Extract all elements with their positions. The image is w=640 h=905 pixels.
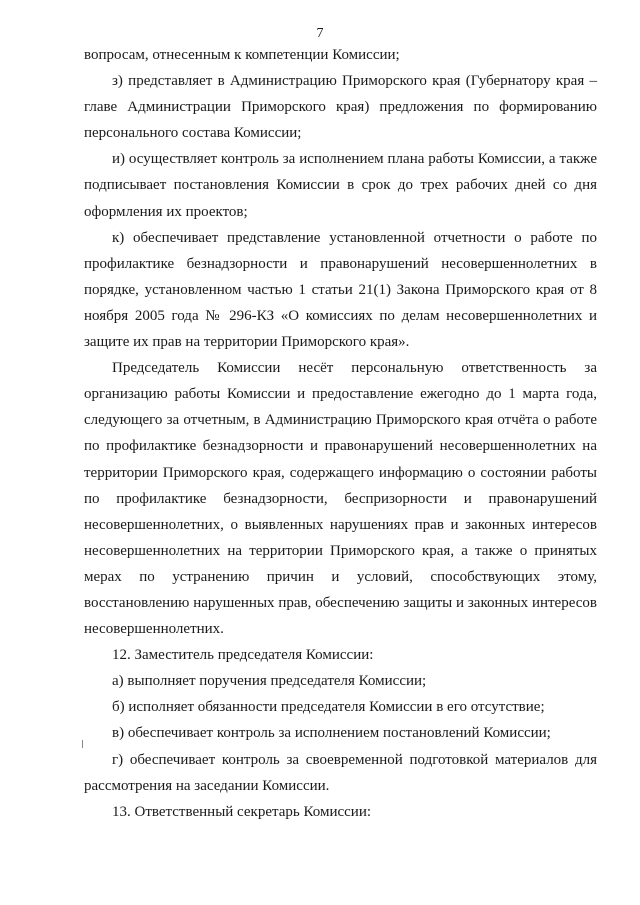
scan-margin-mark [82,740,83,748]
paragraph-item-v: в) обеспечивает контроль за исполнением постановлений Комиссии; [112,725,551,742]
section-heading-12: 12. Заместитель председателя Комиссии: [112,647,374,664]
page-number: 7 [316,26,324,41]
paragraph-item-g: г) обеспечивает контроль за своевременной подготовкой материалов для рассмотрения на заседании Комиссии. [84,751,597,794]
paragraph-chairman-responsibility: Председатель Комиссии несёт персональную ответственность за организацию работы Комиссии и предоставление ежегодно до 1 марта года, следующего за отчетным, в Администрацию Приморского края отчёта о работе по профилактике безнадзорности и правонарушений несовершеннолетних на территории Приморского края, содержащего информацию о состоянии работы по профилактике безнадзорности, беспризорности и правонарушений несовершеннолетних, о выявленных нарушениях прав и законных интересов несовершеннолетних на территории Приморского края, а также о принятых мерах по устранению причин и условий, способствующих этому, восстановлению нарушенных прав, обеспечению защиты и законных интересов несовершеннолетних. [84,360,597,638]
paragraph-item-z: з) представляет в Администрацию Приморского края (Губернатору края – главе Администрации Приморского края) предложения по формированию персонального состава Комиссии; [84,73,597,142]
paragraph-item-k: к) обеспечивает представление установленной отчетности о работе по профилактике безнадзорности и правонарушений несовершеннолетних в порядке, установленном частью 1 статьи 21(1) Закона Приморского края от 8 ноября 2005 года № 296-КЗ «О комиссиях по делам несовершеннолетних и защите их прав на территории Приморского края». [84,229,597,351]
document-body [84,42,597,825]
paragraph-continuation: вопросам, отнесенным к компетенции Комиссии; [84,47,400,63]
paragraph-item-a: а) выполняет поручения председателя Комиссии; [112,673,427,690]
paragraph-item-b: б) исполняет обязанности председателя Комиссии в его отсутствие; [112,699,545,716]
paragraph-item-i: и) осуществляет контроль за исполнением плана работы Комиссии, а также подписывает постановления Комиссии в срок до трех рабочих дней со дня оформления их проектов; [84,151,597,220]
section-heading-13: 13. Ответственный секретарь Комиссии: [112,803,372,820]
